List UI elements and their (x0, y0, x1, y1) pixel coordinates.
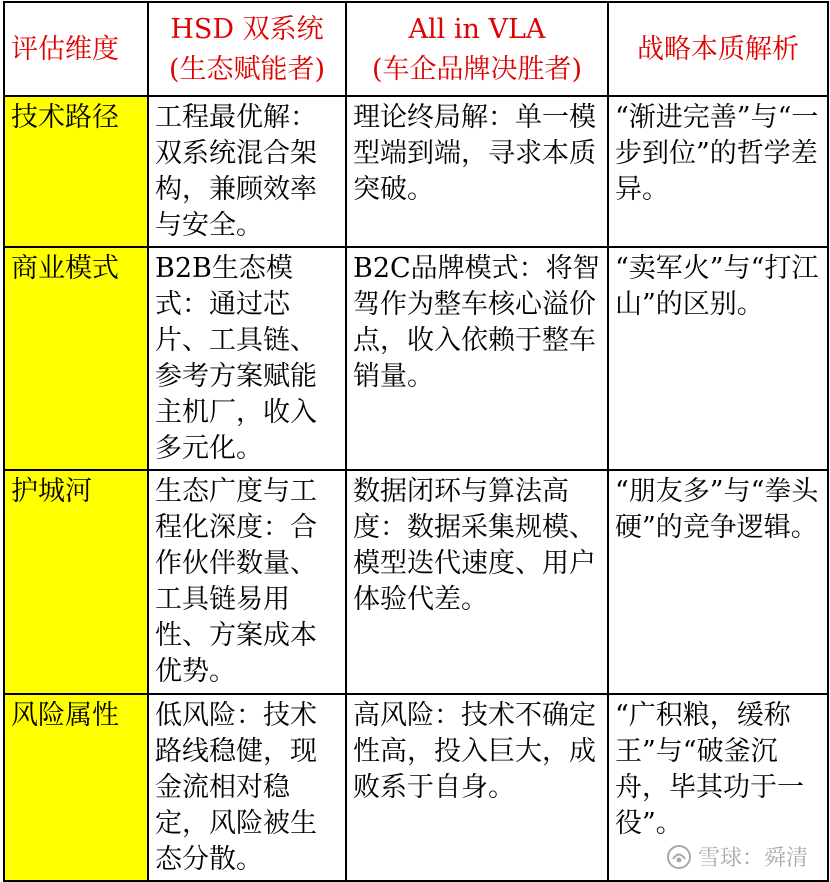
table-row (4, 96, 828, 247)
header-essence: 战略本质解析 (608, 2, 828, 96)
row-essence: “朋友多”与“拳头硬”的竞争逻辑。 (608, 470, 828, 694)
row-hsd: 工程最优解：双系统混合架构，兼顾效率与安全。 (148, 96, 346, 247)
row-dimension: 风险属性 (4, 694, 148, 881)
watermark-text: 雪球：舜清 (697, 846, 808, 871)
header-hsd (148, 2, 346, 96)
row-essence: “渐进完善”与“一步到位”的哲学差异。 (608, 96, 828, 247)
comparison-table (3, 1, 829, 882)
row-dimension: 护城河 (4, 470, 148, 694)
row-dimension: 技术路径 (4, 96, 148, 247)
header-vla (346, 2, 608, 96)
table-row (4, 470, 828, 694)
row-vla: 理论终局解：单一模型端到端，寻求本质突破。 (346, 96, 608, 247)
header-vla-text: All in VLA (车企品牌决胜者) (371, 13, 583, 85)
header-dimension: 评估维度 (4, 2, 148, 96)
row-hsd: B2B生态模式：通过芯片、工具链、参考方案赋能主机厂，收入多元化。 (148, 247, 346, 470)
table-row (4, 247, 828, 470)
xueqiu-logo-icon (666, 844, 692, 870)
row-dimension: 商业模式 (4, 247, 148, 470)
row-essence: “卖军火”与“打江山”的区别。 (608, 247, 828, 470)
watermark (666, 841, 808, 872)
row-essence: “广积粮，缓称王”与“破釜沉舟，毕其功于一役”。 (608, 694, 828, 881)
row-vla: 数据闭环与算法高度：数据采集规模、模型迭代速度、用户体验代差。 (346, 470, 608, 694)
row-hsd: 生态广度与工程化深度：合作伙伴数量、工具链易用性、方案成本优势。 (148, 470, 346, 694)
table-header-row (4, 2, 828, 96)
row-vla: 高风险：技术不确定性高，投入巨大，成败系于自身。 (346, 694, 608, 881)
row-hsd: 低风险：技术路线稳健，现金流相对稳定，风险被生态分散。 (148, 694, 346, 881)
header-hsd-text: HSD 双系统 (生态赋能者) (168, 13, 326, 85)
row-vla: B2C品牌模式：将智驾作为整车核心溢价点，收入依赖于整车销量。 (346, 247, 608, 470)
